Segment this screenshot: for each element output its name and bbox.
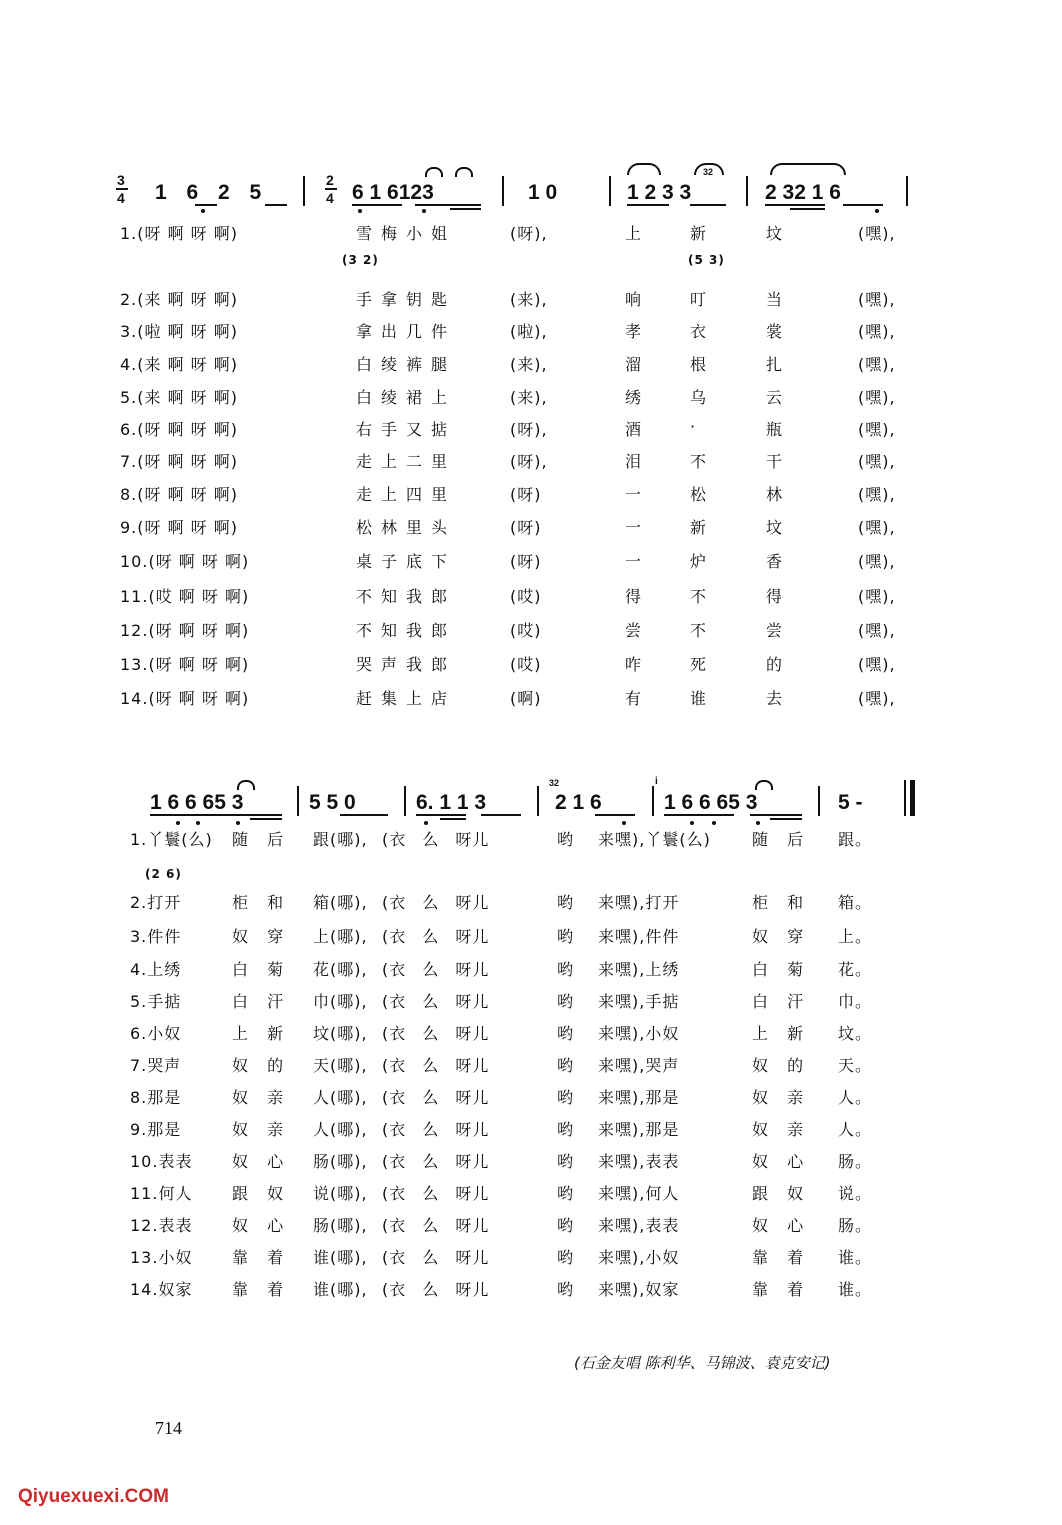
lyric-text: 白 菊	[752, 960, 805, 979]
barline	[746, 176, 748, 206]
lyric-text: (嘿),	[858, 552, 896, 571]
beam	[250, 818, 282, 820]
lyric-text: (啊)	[510, 689, 542, 708]
barline	[906, 176, 908, 206]
lyric-text: 靠 着	[752, 1280, 805, 1299]
verse-number-label: 6.小奴	[130, 1024, 182, 1043]
lyric-text: (衣 么 呀儿	[382, 1056, 490, 1075]
lyric-text: (嘿),	[858, 452, 896, 471]
lyric-text: 叮	[690, 290, 708, 309]
lyric-text: 肠(哪),	[313, 1152, 368, 1171]
lyric-text: (衣 么 呀儿	[382, 1152, 490, 1171]
lyric-text: 上	[625, 224, 643, 243]
lyric-text: 来嘿),小奴	[598, 1248, 680, 1267]
barline	[303, 176, 305, 206]
beam	[440, 818, 466, 820]
octave-dot	[236, 821, 240, 825]
lyric-text: (嘿),	[858, 485, 896, 504]
lyric-text: 雪梅小姐	[356, 224, 457, 243]
beam	[195, 204, 217, 206]
lyric-text: 白绫裙上	[356, 388, 457, 407]
lyric-text: 尝	[625, 621, 643, 640]
lyric-text: (哎)	[510, 655, 542, 674]
lyric-text: ·	[690, 417, 697, 436]
beam	[765, 204, 825, 206]
variant-notes: (3 2)	[342, 253, 379, 267]
verse-number-label: 10.(呀 啊 呀 啊)	[120, 552, 250, 571]
lyric-text: 跟 奴	[752, 1184, 805, 1203]
lyric-text: 干	[766, 452, 784, 471]
time-signature-top-2: 2	[326, 172, 334, 188]
lyric-text: 来嘿),那是	[598, 1120, 680, 1139]
lyric-text: 奴 亲	[232, 1120, 285, 1139]
lyric-text: 得	[625, 587, 643, 606]
lyric-text: 哟	[557, 1024, 575, 1043]
octave-dot	[690, 821, 694, 825]
lyric-text: 不	[690, 621, 708, 640]
lyric-text: 哟	[557, 960, 575, 979]
verse-number-label: 2.打开	[130, 893, 182, 912]
measure-7-notes: 5 5 0	[309, 791, 356, 814]
beam	[340, 814, 388, 816]
measure-11-notes: 5 -	[838, 791, 863, 814]
lyric-text: 走上二里	[356, 452, 457, 471]
lyric-text: (呀)	[510, 518, 542, 537]
lyric-text: 哟	[557, 893, 575, 912]
lyric-text: 人。	[838, 1088, 873, 1107]
lyric-text: (嘿),	[858, 355, 896, 374]
lyric-text: 奴 心	[232, 1216, 285, 1235]
lyric-text: (衣 么 呀儿	[382, 1088, 490, 1107]
lyric-text: (呀),	[510, 452, 548, 471]
lyric-text: 跟。	[838, 830, 873, 849]
beam	[664, 814, 734, 816]
lyric-text: 乌	[690, 388, 708, 407]
lyric-text: 坟(哪),	[313, 1024, 368, 1043]
octave-dot	[712, 821, 716, 825]
verse-number-label: 3.(啦 啊 呀 啊)	[120, 322, 239, 341]
lyric-text: 来嘿),小奴	[598, 1024, 680, 1043]
lyric-text: 新	[690, 518, 708, 537]
barline	[537, 786, 539, 816]
lyric-text: 天(哪),	[313, 1056, 368, 1075]
lyric-text: (衣 么 呀儿	[382, 1184, 490, 1203]
verse-number-label: 13.小奴	[130, 1248, 193, 1267]
lyric-text: 奴 的	[752, 1056, 805, 1075]
lyric-text: 谁(哪),	[313, 1248, 368, 1267]
verse-number-label: 5.手掂	[130, 992, 182, 1011]
lyric-text: 松	[690, 485, 708, 504]
lyric-text: 炉	[690, 552, 708, 571]
lyric-text: 巾(哪),	[313, 992, 368, 1011]
lyric-text: 奴 心	[752, 1216, 805, 1235]
lyric-text: 尝	[766, 621, 784, 640]
verse-number-label: 1.(呀 啊 呀 啊)	[120, 224, 239, 243]
lyric-text: 奴 心	[232, 1152, 285, 1171]
beam	[843, 204, 883, 206]
lyric-text: 不知我郎	[356, 621, 457, 640]
final-barline-thick	[910, 780, 915, 816]
lyric-text: 得	[766, 587, 784, 606]
lyric-text: 绣	[625, 388, 643, 407]
lyric-text: 哟	[557, 1152, 575, 1171]
lyric-text: 巾。	[838, 992, 873, 1011]
lyric-text: 白 汗	[752, 992, 805, 1011]
lyric-text: (衣 么 呀儿	[382, 992, 490, 1011]
lyric-text: 箱(哪),	[313, 893, 368, 912]
lyric-text: 奴 穿	[232, 927, 285, 946]
lyric-text: 松林里头	[356, 518, 457, 537]
fermata	[755, 780, 773, 790]
verse-number-label: 8.那是	[130, 1088, 182, 1107]
lyric-text: 不	[690, 587, 708, 606]
octave-dot	[176, 821, 180, 825]
lyric-text: 来嘿),表表	[598, 1152, 680, 1171]
lyric-text: 跟(哪),	[313, 830, 368, 849]
lyric-text: 赶集上店	[356, 689, 457, 708]
lyric-text: (衣 么 呀儿	[382, 830, 490, 849]
lyric-text: 人(哪),	[313, 1120, 368, 1139]
lyric-text: (嘿),	[858, 655, 896, 674]
verse-number-label: 7.(呀 啊 呀 啊)	[120, 452, 239, 471]
lyric-text: (衣 么 呀儿	[382, 893, 490, 912]
lyric-text: 来嘿),丫鬟(么)	[598, 830, 711, 849]
lyric-text: 哟	[557, 992, 575, 1011]
lyric-text: 坟	[766, 224, 784, 243]
lyric-text: 箱。	[838, 893, 873, 912]
lyric-text: 肠(哪),	[313, 1216, 368, 1235]
lyric-text: 奴 亲	[232, 1088, 285, 1107]
verse-number-label: 12.表表	[130, 1216, 193, 1235]
lyric-text: 上。	[838, 927, 873, 946]
lyric-text: 奴 穿	[752, 927, 805, 946]
lyric-text: (呀),	[510, 224, 548, 243]
lyric-text: 溜	[625, 355, 643, 374]
lyric-text: (嘿),	[858, 420, 896, 439]
lyric-text: (衣 么 呀儿	[382, 1216, 490, 1235]
lyric-text: 有	[625, 689, 643, 708]
lyric-text: 谁。	[838, 1248, 873, 1267]
lyric-text: 人(哪),	[313, 1088, 368, 1107]
lyric-text: 瓶	[766, 420, 784, 439]
measure-2-notes: 6 1 6123	[352, 181, 434, 204]
lyric-text: (衣 么 呀儿	[382, 1248, 490, 1267]
measure-4-notes: 1 2 3 3	[627, 181, 692, 204]
lyric-text: 奴 亲	[752, 1120, 805, 1139]
measure-10-notes: 1 6 6 65 3	[664, 791, 758, 814]
beam	[770, 818, 802, 820]
lyric-text: 一	[625, 518, 643, 537]
lyric-text: 奴 心	[752, 1152, 805, 1171]
lyric-text: 泪	[625, 452, 643, 471]
lyric-text: (呀),	[510, 420, 548, 439]
lyric-text: (衣 么 呀儿	[382, 1024, 490, 1043]
lyric-text: (衣 么 呀儿	[382, 1280, 490, 1299]
lyric-text: (衣 么 呀儿	[382, 960, 490, 979]
beam	[230, 814, 282, 816]
lyric-text: 林	[766, 485, 784, 504]
lyric-text: 新	[690, 224, 708, 243]
lyric-text: 柜 和	[232, 893, 285, 912]
lyric-text: 拿出几件	[356, 322, 457, 341]
beam	[352, 204, 402, 206]
barline	[652, 786, 654, 816]
lyric-text: (哎)	[510, 587, 542, 606]
lyric-text: 咋	[625, 655, 643, 674]
verse-number-label: 11.(哎 啊 呀 啊)	[120, 587, 250, 606]
beam	[627, 204, 669, 206]
lyric-text: 随 后	[752, 830, 805, 849]
verse-number-label: 9.(呀 啊 呀 啊)	[120, 518, 239, 537]
verse-number-label: 12.(呀 啊 呀 啊)	[120, 621, 250, 640]
lyric-text: 白 汗	[232, 992, 285, 1011]
measure-6-notes: 1 6 6 65 3	[150, 791, 244, 814]
lyric-text: 奴 的	[232, 1056, 285, 1075]
lyric-text: 来嘿),奴家	[598, 1280, 680, 1299]
lyric-text: (嘿),	[858, 621, 896, 640]
verse-number-label: 6.(呀 啊 呀 啊)	[120, 420, 239, 439]
beam	[481, 814, 521, 816]
lyric-text: 谁。	[838, 1280, 873, 1299]
measure-9-notes: 2 1 6	[555, 791, 602, 814]
lyric-text: (嘿),	[858, 518, 896, 537]
octave-dot	[201, 209, 205, 213]
lyric-text: 人。	[838, 1120, 873, 1139]
verse-number-label: 1.丫鬟(么)	[130, 830, 213, 849]
lyric-text: 走上四里	[356, 485, 457, 504]
lyric-text: 云	[766, 388, 784, 407]
lyric-text: 哟	[557, 1184, 575, 1203]
lyric-text: 奴 亲	[752, 1088, 805, 1107]
lyric-text: (嘿),	[858, 224, 896, 243]
measure-1-notes: 1 6 2 5	[155, 181, 262, 204]
barline	[609, 176, 611, 206]
lyric-text: 白绫裤腿	[356, 355, 457, 374]
lyric-text: 来嘿),件件	[598, 927, 680, 946]
fermata	[425, 167, 443, 177]
page-number: 714	[155, 1418, 182, 1438]
lyric-text: 靠 着	[752, 1248, 805, 1267]
lyric-text: 花。	[838, 960, 873, 979]
beam	[750, 814, 802, 816]
verse-number-label: 14.奴家	[130, 1280, 193, 1299]
lyric-text: (来),	[510, 355, 548, 374]
lyric-text: 根	[690, 355, 708, 374]
performer-credit: (石金友唱 陈利华、马锦波、袁克安记)	[574, 1354, 831, 1372]
octave-dot	[358, 209, 362, 213]
verse-number-label: 8.(呀 啊 呀 啊)	[120, 485, 239, 504]
lyric-text: 肠。	[838, 1216, 873, 1235]
lyric-text: 孝	[625, 322, 643, 341]
lyric-text: 谁	[690, 689, 708, 708]
verse-number-label: 3.件件	[130, 927, 182, 946]
lyric-text: 死	[690, 655, 708, 674]
lyric-text: (呀)	[510, 485, 542, 504]
lyric-text: 去	[766, 689, 784, 708]
lyric-text: 天。	[838, 1056, 873, 1075]
time-signature-top: 3	[117, 172, 125, 188]
lyric-text: 裳	[766, 322, 784, 341]
octave-dot	[424, 821, 428, 825]
grace-note: 32	[703, 167, 714, 177]
time-signature-bottom-2: 4	[326, 190, 334, 206]
variant-notes: (5 3)	[688, 253, 725, 267]
lyric-text: 哟	[557, 830, 575, 849]
verse-number-label: 4.上绣	[130, 960, 182, 979]
lyric-text: (来),	[510, 388, 548, 407]
lyric-text: (啦),	[510, 322, 548, 341]
measure-8-notes: 6. 1 1 3	[416, 791, 487, 814]
verse-number-label: 10.表表	[130, 1152, 193, 1171]
lyric-text: 来嘿),那是	[598, 1088, 680, 1107]
lyric-text: 白 菊	[232, 960, 285, 979]
lyric-text: 手拿钥匙	[356, 290, 457, 309]
lyric-text: (哎)	[510, 621, 542, 640]
lyric-text: (来),	[510, 290, 548, 309]
lyric-text: 靠 着	[232, 1248, 285, 1267]
lyric-text: 上(哪),	[313, 927, 368, 946]
lyric-text: 来嘿),何人	[598, 1184, 680, 1203]
beam	[265, 204, 287, 206]
barline	[502, 176, 504, 206]
barline	[297, 786, 299, 816]
beam	[416, 814, 466, 816]
lyric-text: 来嘿),手掂	[598, 992, 680, 1011]
beam	[450, 208, 481, 210]
lyric-text: 哟	[557, 1056, 575, 1075]
slur	[627, 163, 661, 175]
lyric-text: 哭声我郎	[356, 655, 457, 674]
lyric-text: 坟。	[838, 1024, 873, 1043]
lyric-text: 一	[625, 485, 643, 504]
lyric-text: (衣 么 呀儿	[382, 927, 490, 946]
verse-number-label: 7.哭声	[130, 1056, 182, 1075]
lyric-text: 响	[625, 290, 643, 309]
grace-note: i	[655, 776, 658, 787]
verse-number-label: 13.(呀 啊 呀 啊)	[120, 655, 250, 674]
lyric-text: 哟	[557, 927, 575, 946]
lyric-text: 来嘿),哭声	[598, 1056, 680, 1075]
lyric-text: 香	[766, 552, 784, 571]
lyric-text: 坟	[766, 518, 784, 537]
beam	[415, 204, 481, 206]
lyric-text: 肠。	[838, 1152, 873, 1171]
lyric-text: 说。	[838, 1184, 873, 1203]
time-signature-bottom: 4	[117, 190, 125, 206]
verse-number-label: 5.(来 啊 呀 啊)	[120, 388, 239, 407]
lyric-text: 不知我郎	[356, 587, 457, 606]
lyric-text: 哟	[557, 1088, 575, 1107]
variant-notes: (2 6)	[145, 867, 182, 881]
slur	[770, 163, 846, 175]
lyric-text: 来嘿),上绣	[598, 960, 680, 979]
lyric-text: 上 新	[232, 1024, 285, 1043]
octave-dot	[422, 209, 426, 213]
lyric-text: (嘿),	[858, 322, 896, 341]
beam	[790, 208, 825, 210]
octave-dot	[756, 821, 760, 825]
lyric-text: 哟	[557, 1248, 575, 1267]
octave-dot	[196, 821, 200, 825]
verse-number-label: 11.何人	[130, 1184, 193, 1203]
verse-number-label: 4.(来 啊 呀 啊)	[120, 355, 239, 374]
beam	[150, 814, 232, 816]
fermata	[455, 167, 473, 177]
measure-5-notes: 2 32 1 6	[765, 181, 841, 204]
lyric-text: (嘿),	[858, 290, 896, 309]
beam	[690, 204, 726, 206]
lyric-text: 一	[625, 552, 643, 571]
grace-note: 32	[549, 778, 560, 788]
lyric-text: 跟 奴	[232, 1184, 285, 1203]
lyric-text: 的	[766, 655, 784, 674]
octave-dot	[622, 821, 626, 825]
verse-number-label: 2.(来 啊 呀 啊)	[120, 290, 239, 309]
barline	[404, 786, 406, 816]
lyric-text: 哟	[557, 1216, 575, 1235]
barline	[818, 786, 820, 816]
lyric-text: 靠 着	[232, 1280, 285, 1299]
lyric-text: 柜 和	[752, 893, 805, 912]
lyric-text: 哟	[557, 1120, 575, 1139]
lyric-text: 哟	[557, 1280, 575, 1299]
lyric-text: 谁(哪),	[313, 1280, 368, 1299]
lyric-text: 不	[690, 452, 708, 471]
verse-number-label: 9.那是	[130, 1120, 182, 1139]
beam	[595, 814, 635, 816]
lyric-text: 来嘿),打开	[598, 893, 680, 912]
lyric-text: (嘿),	[858, 388, 896, 407]
lyric-text: 右手又掂	[356, 420, 457, 439]
lyric-text: 随 后	[232, 830, 285, 849]
lyric-text: 说(哪),	[313, 1184, 368, 1203]
fermata	[237, 780, 255, 790]
lyric-text: (嘿),	[858, 689, 896, 708]
final-barline-thin	[904, 780, 906, 816]
watermark-logo: Qiyuexuexi.COM	[18, 1486, 169, 1507]
lyric-text: 酒	[625, 420, 643, 439]
lyric-text: 花(哪),	[313, 960, 368, 979]
lyric-text: 来嘿),表表	[598, 1216, 680, 1235]
measure-3-notes: 1 0	[528, 181, 558, 204]
lyric-text: 桌子底下	[356, 552, 457, 571]
lyric-text: (嘿),	[858, 587, 896, 606]
octave-dot	[875, 209, 879, 213]
lyric-text: 上 新	[752, 1024, 805, 1043]
verse-number-label: 14.(呀 啊 呀 啊)	[120, 689, 250, 708]
lyric-text: (呀)	[510, 552, 542, 571]
lyric-text: (衣 么 呀儿	[382, 1120, 490, 1139]
lyric-text: 当	[766, 290, 784, 309]
lyric-text: 扎	[766, 355, 784, 374]
lyric-text: 衣	[690, 322, 708, 341]
